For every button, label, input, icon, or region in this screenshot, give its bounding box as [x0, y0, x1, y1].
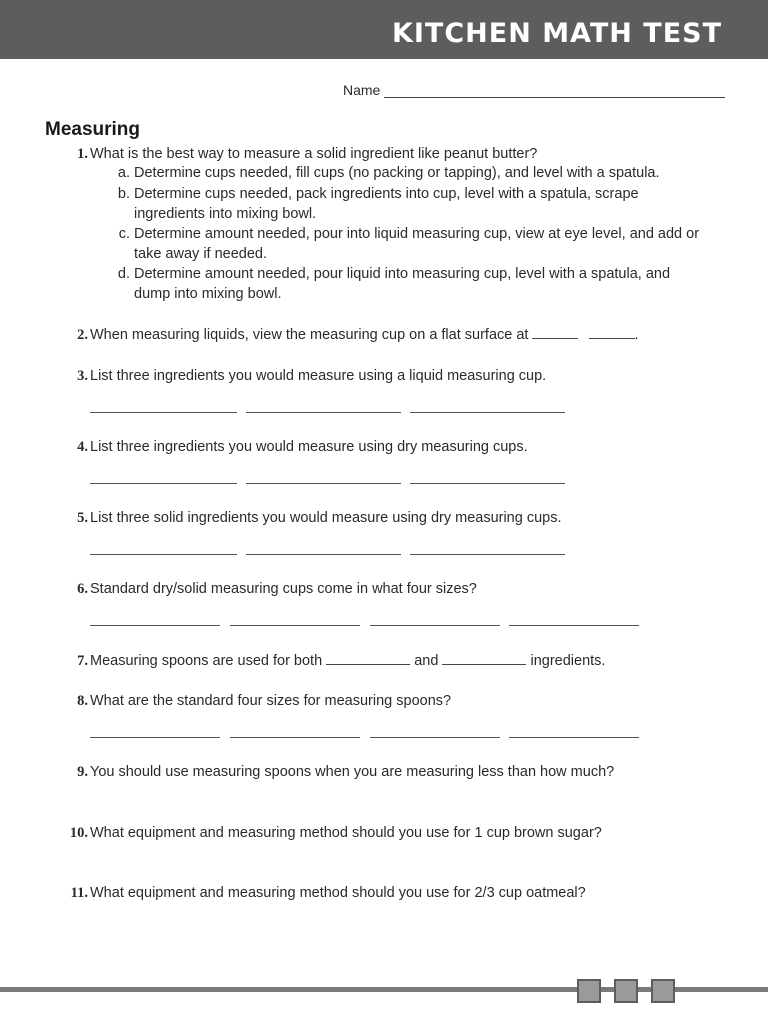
name-field[interactable] [343, 80, 725, 98]
answer-blank[interactable] [589, 325, 635, 339]
question-number: 6. [77, 581, 88, 597]
answer-blank[interactable] [246, 554, 401, 555]
question-text: List three ingredients you would measure using dry measuring cups. [90, 439, 528, 455]
question-number: 5. [77, 510, 88, 526]
question-number: 1. [77, 146, 88, 162]
answer-blank[interactable] [410, 412, 565, 413]
question-text [90, 651, 730, 671]
answer-blank[interactable] [246, 412, 401, 413]
answer-blank[interactable] [90, 625, 220, 626]
answer-blank[interactable] [90, 412, 237, 413]
answer-blank[interactable] [509, 737, 639, 738]
option-letter: b. [117, 186, 130, 202]
question-number: 4. [77, 439, 88, 455]
footer-square [614, 979, 638, 1003]
question-text-end: . [634, 327, 639, 343]
option-text: Determine cups needed, pack ingredients into cup, level with a spatula, scrape ingredients into mixing bowl. [134, 186, 639, 222]
question-text: What is the best way to measure a solid ingredient like peanut butter? [90, 146, 538, 162]
question-text: You should use measuring spoons when you are measuring less than how much? [90, 764, 615, 780]
question-text: List three solid ingredients you would measure using dry measuring cups. [90, 510, 562, 526]
footer-square [577, 979, 601, 1003]
footer-square [651, 979, 675, 1003]
answer-blank[interactable] [90, 483, 237, 484]
question-number: 3. [77, 368, 88, 384]
question-number: 2. [77, 327, 88, 343]
answer-blank[interactable] [370, 625, 500, 626]
question-text-part: Measuring spoons are used for both [90, 653, 323, 669]
name-line[interactable] [384, 83, 725, 98]
option-letter: c. [118, 226, 130, 242]
question-number: 11. [70, 885, 88, 901]
answer-blank[interactable] [246, 483, 401, 484]
question-text-part: and [414, 653, 439, 669]
answer-blank[interactable] [410, 554, 565, 555]
question-text-part: When measuring liquids, view the measuring cup on a flat surface at [90, 327, 529, 343]
page-header [0, 0, 768, 59]
answer-blank[interactable] [326, 651, 410, 665]
answer-blank[interactable] [442, 651, 526, 665]
question-number: 9. [77, 764, 88, 780]
question-text: What are the standard four sizes for measuring spoons? [90, 693, 452, 709]
section-title: Measuring [45, 119, 141, 140]
answer-blank[interactable] [90, 737, 220, 738]
question-text [90, 325, 730, 345]
question-number: 7. [77, 653, 88, 669]
option-text: Determine amount needed, pour liquid into measuring cup, level with a spatula, and dump into mixing bowl. [134, 266, 671, 302]
question-text-part: ingredients. [530, 653, 606, 669]
answer-blank[interactable] [230, 737, 360, 738]
question-text: What equipment and measuring method should you use for 1 cup brown sugar? [90, 825, 602, 841]
answer-blank[interactable] [532, 325, 578, 339]
question-text: What equipment and measuring method should you use for 2/3 cup oatmeal? [90, 885, 586, 901]
question-text: List three ingredients you would measure using a liquid measuring cup. [90, 368, 547, 384]
option-text: Determine cups needed, fill cups (no packing or tapping), and level with a spatula. [134, 165, 660, 181]
option-letter: d. [117, 266, 130, 282]
name-label: Name [343, 82, 381, 98]
answer-blank[interactable] [410, 483, 565, 484]
answer-blank[interactable] [90, 554, 237, 555]
question-text: Standard dry/solid measuring cups come in what four sizes? [90, 581, 477, 597]
option-letter: a. [117, 165, 130, 181]
question-number: 8. [77, 693, 88, 709]
answer-blank[interactable] [230, 625, 360, 626]
answer-blank[interactable] [370, 737, 500, 738]
question-number: 10. [69, 825, 88, 841]
page-title: KITCHEN MATH TEST [391, 18, 722, 49]
answer-blank[interactable] [509, 625, 639, 626]
option-text: Determine amount needed, pour into liquid measuring cup, view at eye level, and add or take away if needed. [134, 226, 700, 262]
